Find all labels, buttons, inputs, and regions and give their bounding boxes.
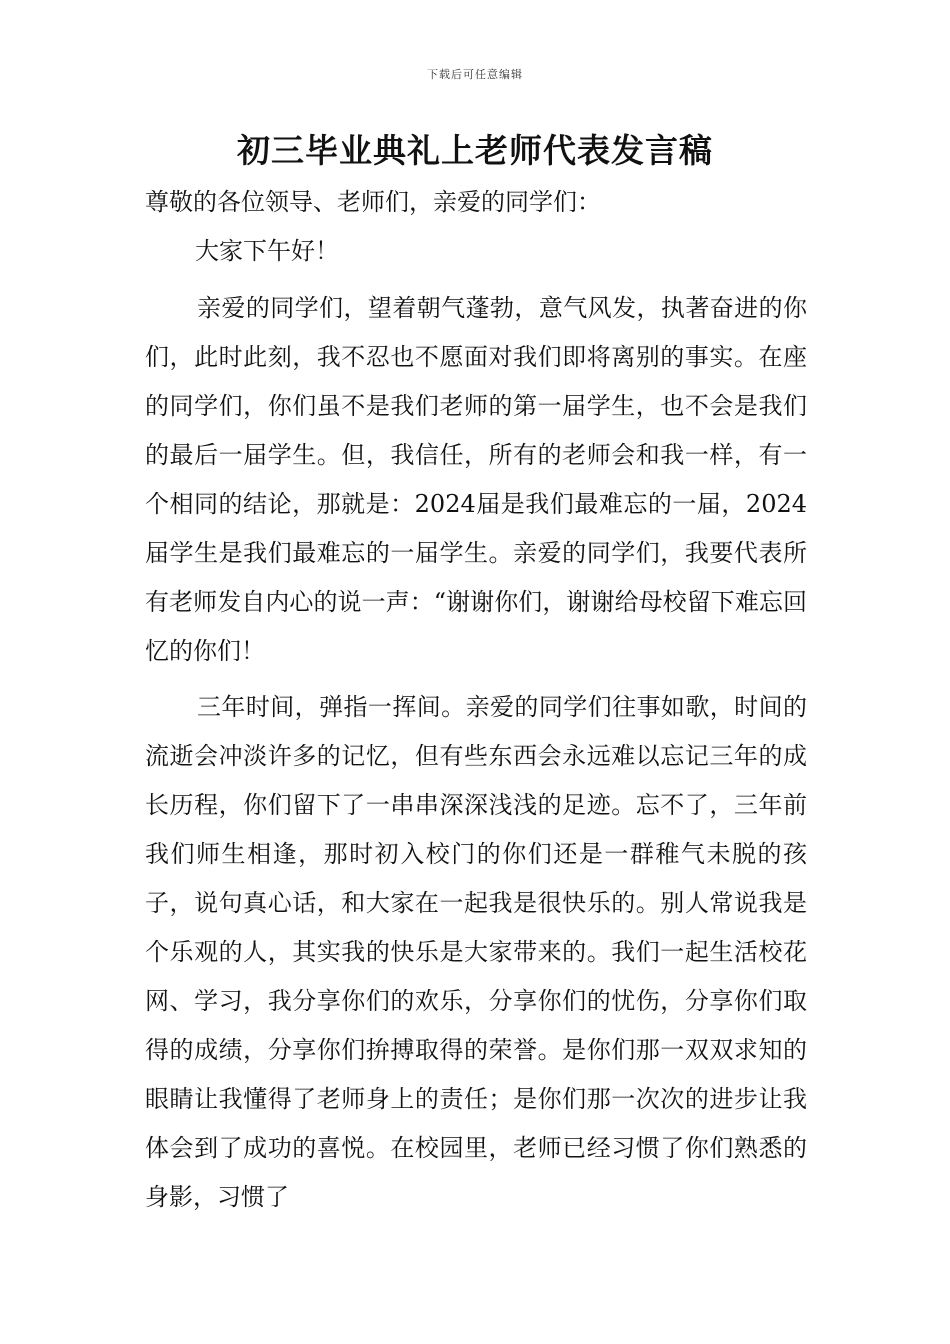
paragraph: 三年时间，弹指一挥间。亲爱的同学们往事如歌，时间的流逝会冲淡许多的记忆，但有些东西会永远难以忘记三年的成长历程，你们留下了一串串深深浅浅的足迹。忘不了，三年前我们师生相逢，那时初入校门的你们还是一群稚气未脱的孩子，说句真心话，和大家在一起我是很快乐的。别人常说我是个乐观的人，其实我的快乐是大家带来的。我们一起生活校花网、学习，我分享你们的欢乐，分享你们的忧伤，分享你们取得的成绩，分享你们拚搏取得的荣誉。是你们那一双双求知的眼睛让我懂得了老师身上的责任；是你们那一次次的进步让我体会到了成功的喜悦。在校园里，老师已经习惯了你们熟悉的身影，习惯了 bbox=[145, 693, 807, 1211]
header-note: 下载后可任意编辑 bbox=[427, 68, 523, 81]
greeting: 大家下午好！ bbox=[195, 237, 339, 265]
paragraph: 亲爱的同学们，望着朝气蓬勃，意气风发，执著奋进的你们，此时此刻，我不忍也不愿面对我们即将离别的事实。在座的同学们，你们虽不是我们老师的第一届学生，也不会是我们的最后一届学生。但，我信任，所有的老师会和我一样，有一个相同的结论，那就是：2024届是我们最难忘的一届，2024届学生是我们最难忘的一届学生。亲爱的同学们，我要代表所有老师发自内心的说一声：“谢谢你们，谢谢给母校留下难忘回忆的你们！ bbox=[145, 294, 807, 665]
page-title: 初三毕业典礼上老师代表发言稿 bbox=[237, 131, 713, 170]
speech-body bbox=[145, 178, 807, 1222]
salutation: 尊敬的各位领导、老师们，亲爱的同学们： bbox=[145, 188, 601, 216]
